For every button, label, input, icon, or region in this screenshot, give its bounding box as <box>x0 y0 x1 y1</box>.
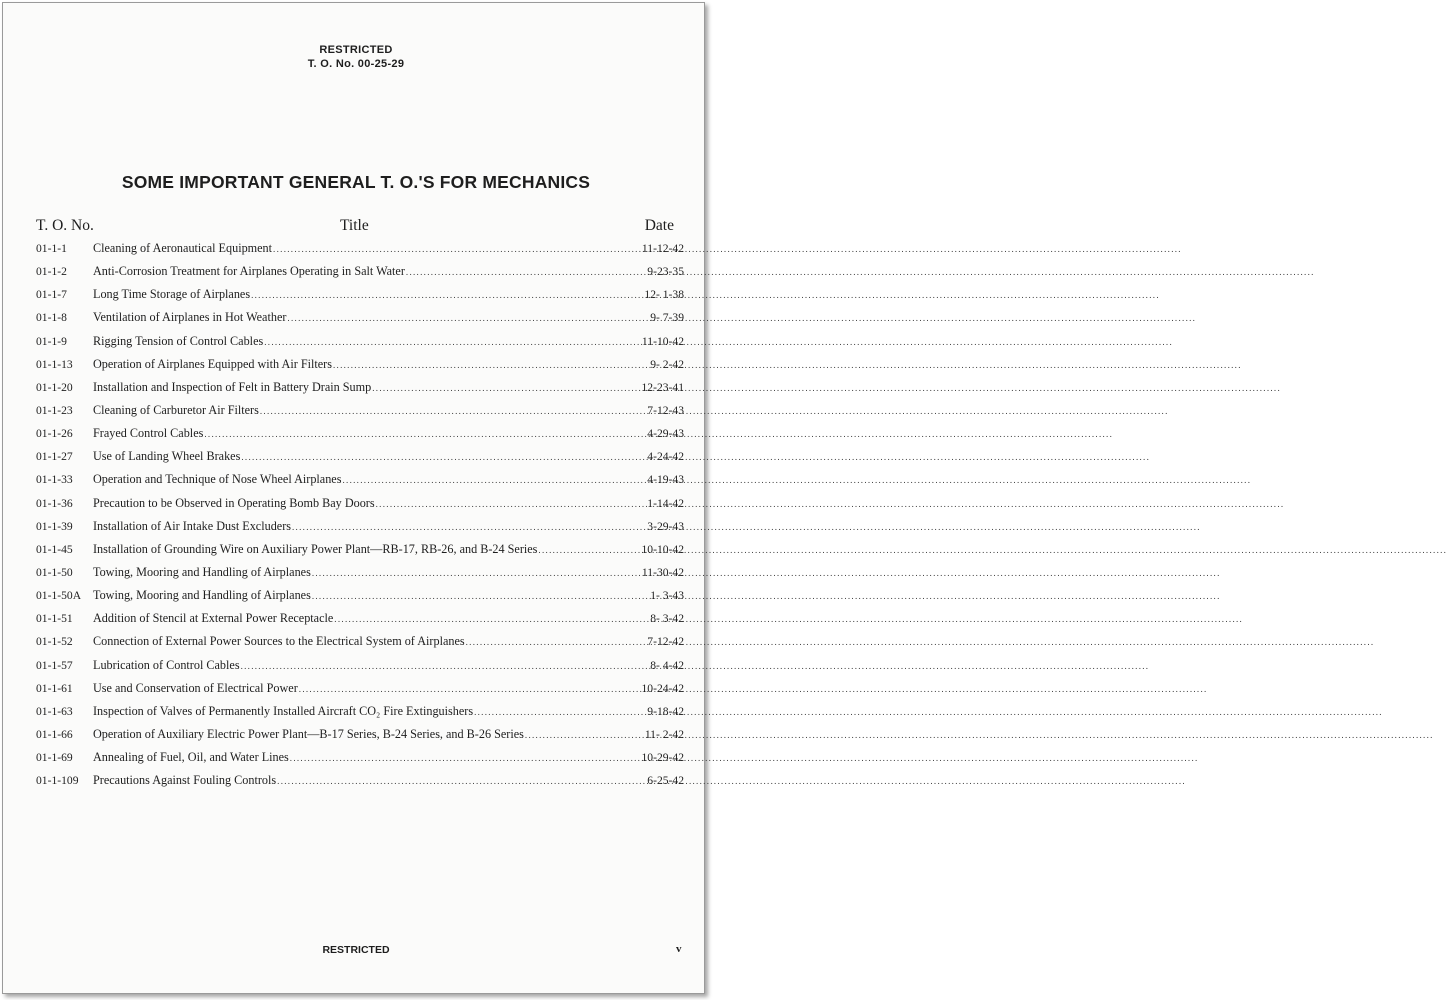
dot-leader <box>241 452 636 462</box>
to-date: 12-23-41 <box>641 380 684 394</box>
to-date: 6-25-42 <box>647 774 684 788</box>
to-title: Towing, Mooring and Handling of Airplanes <box>93 564 311 579</box>
to-title: Addition of Stencil at External Power Receptacle <box>93 611 334 626</box>
to-date: 12- 1-38 <box>644 288 684 302</box>
column-header-date: Date <box>644 217 674 234</box>
to-number: 01-1-7 <box>36 288 67 302</box>
table-row <box>36 565 684 588</box>
table-row <box>36 519 684 542</box>
column-header-title: Title <box>340 217 369 234</box>
table-row <box>36 334 684 357</box>
dot-leader <box>251 290 636 300</box>
to-date: 9-18-42 <box>647 704 684 718</box>
to-date: 9- 7-39 <box>650 311 684 325</box>
table-row <box>36 357 684 380</box>
to-number: 01-1-20 <box>36 380 73 394</box>
to-date: 4-19-43 <box>647 473 684 487</box>
to-number: 01-1-50A <box>36 589 82 603</box>
to-number: 01-1-45 <box>36 542 73 556</box>
to-date: 3-29-43 <box>647 519 684 533</box>
to-date: 1-14-42 <box>647 496 684 510</box>
table-row <box>36 588 684 611</box>
to-number: 01-1-8 <box>36 311 67 325</box>
table-row <box>36 287 684 310</box>
to-title: Ventilation of Airplanes in Hot Weather <box>93 310 287 325</box>
table-row <box>36 380 684 403</box>
table-row <box>36 750 684 773</box>
to-number: 01-1-9 <box>36 334 67 348</box>
to-title: Operation and Technique of Nose Wheel Airplanes <box>93 472 342 487</box>
dot-leader <box>260 406 636 416</box>
to-date: 4-29-43 <box>647 427 684 441</box>
to-title: Use of Landing Wheel Brakes <box>93 449 241 464</box>
to-title: Operation of Auxiliary Electric Power Plant—B-17 Series, B-24 Series, and B-26 Series <box>93 726 524 741</box>
to-number: 01-1-61 <box>36 681 73 695</box>
to-title: Cleaning of Aeronautical Equipment <box>93 241 273 255</box>
table-row <box>36 241 684 264</box>
dot-leader <box>474 707 636 717</box>
to-title: Connection of External Power Sources to the Electrical System of Airplanes <box>93 634 465 649</box>
dot-leader <box>204 429 636 439</box>
to-date: 9-23-35 <box>647 265 684 279</box>
to-title: Installation of Air Intake Dust Excluders <box>93 518 291 533</box>
to-number: 01-1-1 <box>36 242 67 255</box>
to-date: 8- 4-42 <box>650 658 684 672</box>
dot-leader <box>538 545 636 555</box>
table-row <box>36 496 684 519</box>
restricted-header: RESTRICTED <box>319 44 393 56</box>
dot-leader <box>290 753 636 763</box>
to-date: 1- 3-43 <box>650 589 684 603</box>
to-number: 01-1-2 <box>36 265 67 279</box>
to-number: 01-1-51 <box>36 612 73 626</box>
page-number: v <box>676 943 682 955</box>
to-number: 01-1-109 <box>36 774 79 788</box>
dot-leader <box>334 614 636 624</box>
dot-leader <box>287 313 636 323</box>
to-title: Lubrication of Control Cables <box>93 657 240 672</box>
to-list <box>36 241 684 796</box>
to-number: 01-1-52 <box>36 635 73 649</box>
dot-leader <box>333 360 636 370</box>
to-title: Inspection of Valves of Permanently Installed Aircraft CO₂ Fire Extinguishers <box>93 703 474 718</box>
table-row <box>36 704 684 727</box>
to-title: Cleaning of Carburetor Air Filters <box>93 402 259 417</box>
table-row <box>36 727 684 750</box>
to-title: Annealing of Fuel, Oil, and Water Lines <box>93 750 289 765</box>
to-title: Installation of Grounding Wire on Auxiliary Power Plant—RB-17, RB-26, and B-24 Series <box>93 541 538 556</box>
dot-leader <box>312 568 636 578</box>
to-number: 01-1-23 <box>36 403 73 417</box>
restricted-footer: RESTRICTED <box>322 944 390 956</box>
to-number: 01-1-66 <box>36 727 73 741</box>
dot-leader <box>342 475 636 485</box>
table-row <box>36 611 684 634</box>
to-title: Precautions Against Fouling Controls <box>93 773 277 788</box>
table-row <box>36 310 684 333</box>
to-number: 01-1-63 <box>36 704 73 718</box>
to-date: 10-29-42 <box>641 751 684 765</box>
column-header-number: T. O. No. <box>36 217 94 234</box>
table-row <box>36 773 684 796</box>
to-title: Use and Conservation of Electrical Power <box>93 680 298 695</box>
dot-leader <box>264 337 636 347</box>
table-row <box>36 634 684 657</box>
to-number: 01-1-36 <box>36 496 73 510</box>
to-number: 01-1-50 <box>36 565 73 579</box>
to-number: 01-1-26 <box>36 427 73 441</box>
to-date: 10-24-42 <box>641 681 684 695</box>
to-date: 10-10-42 <box>641 542 684 556</box>
table-row <box>36 264 684 287</box>
dot-leader <box>277 776 636 786</box>
table-row <box>36 658 684 681</box>
to-title: Frayed Control Cables <box>93 426 204 441</box>
to-date: 7-12-43 <box>647 403 684 417</box>
to-title: Rigging Tension of Control Cables <box>93 333 264 348</box>
dot-leader <box>376 499 636 509</box>
table-row <box>36 449 684 472</box>
to-date: 11-30-42 <box>641 565 684 579</box>
table-row <box>36 681 684 704</box>
to-date: 4-24-42 <box>647 450 684 464</box>
to-number: 01-1-39 <box>36 519 73 533</box>
to-number: 01-1-69 <box>36 751 73 765</box>
to-title: Long Time Storage of Airplanes <box>93 287 251 302</box>
to-date: 7-12-42 <box>647 635 684 649</box>
to-number: 01-1-57 <box>36 658 73 672</box>
to-date: 11-12-42 <box>641 242 684 255</box>
dot-leader <box>273 244 636 254</box>
dot-leader <box>525 730 636 740</box>
to-number: 01-1-13 <box>36 357 73 371</box>
page-title: SOME IMPORTANT GENERAL T. O.'S FOR MECHANICS <box>121 172 591 192</box>
to-title: Installation and Inspection of Felt in Battery Drain Sump <box>93 379 372 394</box>
dot-leader <box>299 684 636 694</box>
to-date: 9- 2-42 <box>650 357 684 371</box>
to-date: 11-10-42 <box>641 334 684 348</box>
to-number-header: T. O. No. 00-25-29 <box>307 58 405 70</box>
to-date: 8- 3-42 <box>650 612 684 626</box>
table-row <box>36 472 684 495</box>
to-date: 11- 2-42 <box>644 727 684 741</box>
to-title: Towing, Mooring and Handling of Airplanes <box>93 588 311 603</box>
to-title: Anti-Corrosion Treatment for Airplanes Operating in Salt Water <box>93 264 405 279</box>
to-title: Operation of Airplanes Equipped with Air Filters <box>93 356 332 371</box>
to-number: 01-1-27 <box>36 450 73 464</box>
dot-leader <box>241 661 636 671</box>
dot-leader <box>406 267 636 277</box>
table-row <box>36 426 684 449</box>
table-row <box>36 542 684 565</box>
to-number: 01-1-33 <box>36 473 73 487</box>
dot-leader <box>372 383 636 393</box>
dot-leader <box>466 637 636 647</box>
dot-leader <box>312 591 636 601</box>
table-row <box>36 403 684 426</box>
dot-leader <box>292 522 636 532</box>
to-title: Precaution to be Observed in Operating Bomb Bay Doors <box>93 495 375 510</box>
